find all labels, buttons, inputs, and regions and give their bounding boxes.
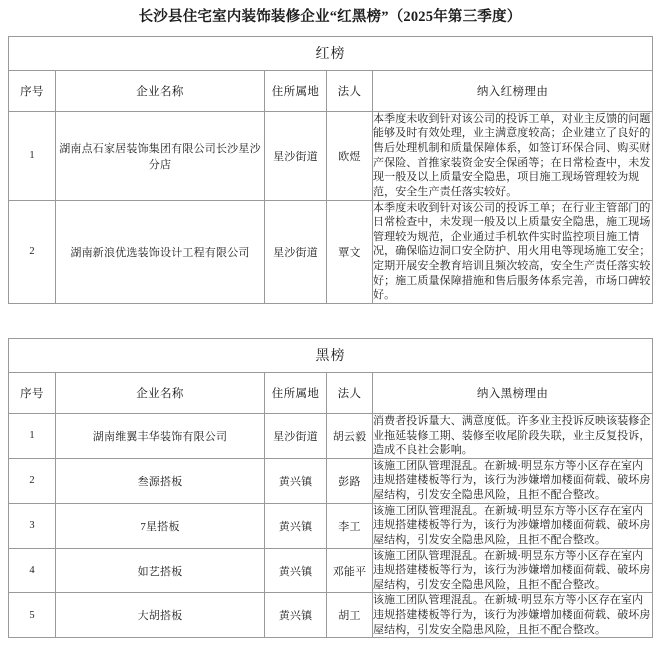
red-board-header-row xyxy=(9,70,653,111)
black-board-table xyxy=(8,338,653,638)
table-row xyxy=(9,593,653,638)
table-row xyxy=(9,413,653,458)
row-legal-person: 胡工 xyxy=(327,593,373,638)
row-reason: 消费者投诉量大、满意度低。许多业主投诉反映该装修企业拖延装修工期、装修至收尾阶段失联，业主反复投诉，造成不良社会影响。 xyxy=(373,413,653,458)
column-header-area: 住所属地 xyxy=(265,372,327,413)
row-area: 黄兴镇 xyxy=(265,593,327,638)
column-header-reason-red: 纳入红榜理由 xyxy=(373,70,653,111)
red-board-banner: 红榜 xyxy=(9,36,653,70)
row-legal-person: 欧煜 xyxy=(327,111,373,200)
row-company-name: 7星搭板 xyxy=(56,503,265,548)
column-header-index: 序号 xyxy=(9,372,56,413)
column-header-reason-black: 纳入黑榜理由 xyxy=(373,372,653,413)
page-title: 长沙县住宅室内装饰装修企业“红黑榜”（2025年第三季度） xyxy=(138,9,522,25)
board-spacer xyxy=(8,304,652,338)
row-index: 2 xyxy=(9,200,56,303)
row-index: 2 xyxy=(9,458,56,503)
column-header-legal-person: 法人 xyxy=(327,372,373,413)
row-area: 黄兴镇 xyxy=(265,548,327,593)
table-row xyxy=(9,548,653,593)
row-legal-person: 胡云毅 xyxy=(327,413,373,458)
column-header-company: 企业名称 xyxy=(56,70,265,111)
column-header-company: 企业名称 xyxy=(56,372,265,413)
black-board-banner-row xyxy=(9,338,653,372)
black-board-header-row xyxy=(9,372,653,413)
row-reason: 该施工团队管理混乱。在新城·明昱东方等小区存在室内违规搭建楼板等行为，该行为涉嫌增加楼面荷载、破坏房屋结构，引发安全隐患风险，且拒不配合整改。 xyxy=(373,503,653,548)
black-board-banner: 黑榜 xyxy=(9,338,653,372)
row-company-name: 叁源搭板 xyxy=(56,458,265,503)
row-index: 5 xyxy=(9,593,56,638)
column-header-index: 序号 xyxy=(9,70,56,111)
row-reason: 该施工团队管理混乱。在新城·明昱东方等小区存在室内违规搭建楼板等行为，该行为涉嫌增加楼面荷载、破坏房屋结构，引发安全隐患风险，且拒不配合整改。 xyxy=(373,593,653,638)
row-reason: 本季度未收到针对该公司的投诉工单，对业主反馈的问题能够及时有效处理，业主满意度较高；企业建立了良好的售后处理机制和质量保障体系，如签订环保合同、购买财产保险、首推家装资金安全保函等；在日常检查中，未发现一般及以上质量安全隐患，项目施工现场管理较为规范，安全生产责任落实较好。 xyxy=(373,111,653,200)
row-legal-person: 彭路 xyxy=(327,458,373,503)
table-row xyxy=(9,111,653,200)
row-legal-person: 李工 xyxy=(327,503,373,548)
red-board-banner-row xyxy=(9,36,653,70)
row-index: 1 xyxy=(9,413,56,458)
row-company-name: 大胡搭板 xyxy=(56,593,265,638)
row-company-name: 湖南维翼丰华装饰有限公司 xyxy=(56,413,265,458)
table-row xyxy=(9,503,653,548)
row-company-name: 湖南新浪优选装饰设计工程有限公司 xyxy=(56,200,265,303)
row-reason: 该施工团队管理混乱。在新城·明昱东方等小区存在室内违规搭建楼板等行为，该行为涉嫌增加楼面荷载、破坏房屋结构，引发安全隐患风险，且拒不配合整改。 xyxy=(373,548,653,593)
row-area: 星沙街道 xyxy=(265,413,327,458)
column-header-area: 住所属地 xyxy=(265,70,327,111)
column-header-legal-person: 法人 xyxy=(327,70,373,111)
row-legal-person: 邓能平 xyxy=(327,548,373,593)
bottom-spacer xyxy=(8,638,652,644)
red-board-table xyxy=(8,36,653,304)
row-index: 3 xyxy=(9,503,56,548)
row-area: 星沙街道 xyxy=(265,200,327,303)
row-legal-person: 覃文 xyxy=(327,200,373,303)
row-area: 星沙街道 xyxy=(265,111,327,200)
row-company-name: 湖南点石家居装饰集团有限公司长沙星沙分店 xyxy=(56,111,265,200)
row-index: 1 xyxy=(9,111,56,200)
row-index: 4 xyxy=(9,548,56,593)
row-reason: 该施工团队管理混乱。在新城·明昱东方等小区存在室内违规搭建楼板等行为，该行为涉嫌增加楼面荷载、破坏房屋结构，引发安全隐患风险，且拒不配合整改。 xyxy=(373,458,653,503)
table-row xyxy=(9,200,653,303)
row-reason: 本季度未收到针对该公司的投诉工单；在行业主管部门的日常检查中，未发现一般及以上质量安全隐患，施工现场管理较为规范，企业通过手机软件实时监控项目施工情况，确保临边洞口安全防护、用火用电等现场施工安全；定期开展安全教育培训且频次较高，安全生产责任落实较好；施工质量保障措施和售后服务体系完善，市场口碑较好。 xyxy=(373,200,653,303)
table-row xyxy=(9,458,653,503)
row-company-name: 如艺搭板 xyxy=(56,548,265,593)
row-area: 黄兴镇 xyxy=(265,503,327,548)
row-area: 黄兴镇 xyxy=(265,458,327,503)
